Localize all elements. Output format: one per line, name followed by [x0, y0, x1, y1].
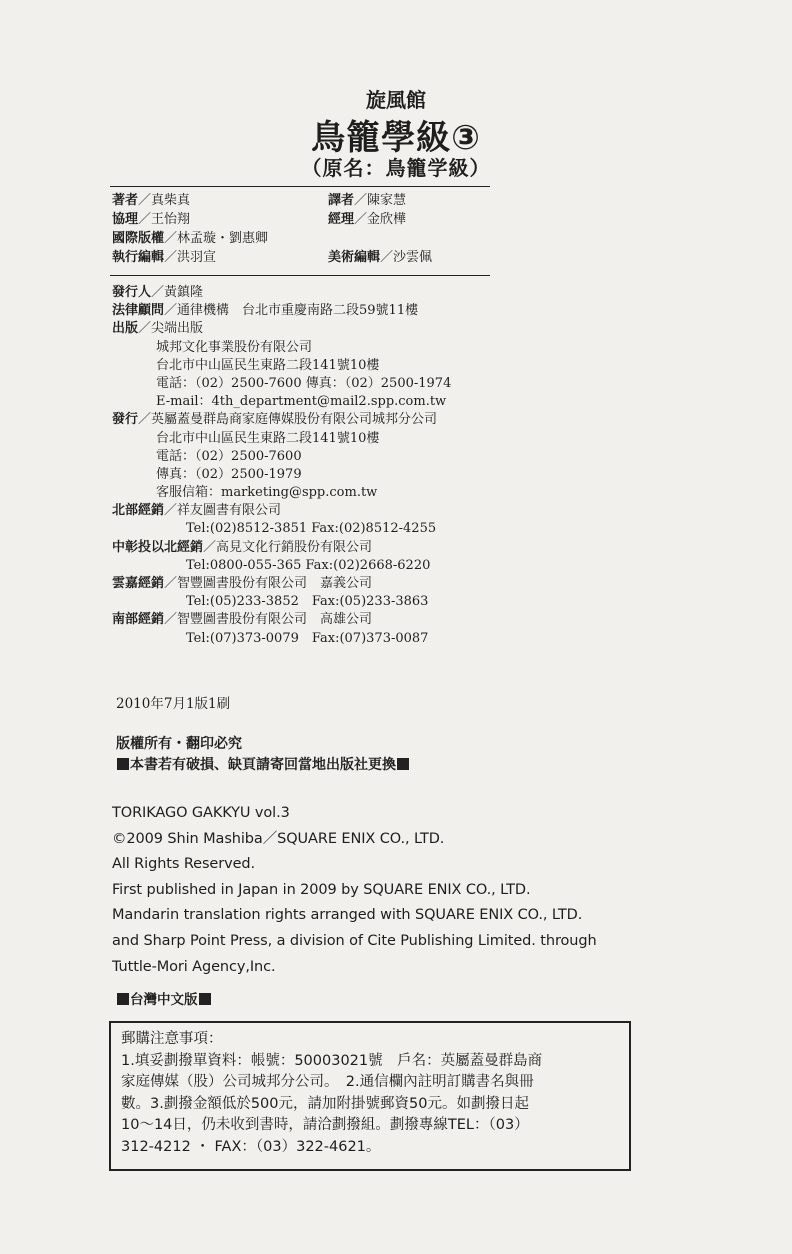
credit-role: 執行編輯	[112, 250, 165, 265]
english-copyright	[112, 801, 597, 980]
publishing-value: 電話：（02）2500-7600	[156, 448, 302, 464]
publishing-line	[112, 611, 632, 629]
publisher-label: 旋風館	[366, 88, 426, 112]
volume-mark: ③	[451, 118, 481, 158]
divider-top	[110, 186, 490, 187]
credit-row	[112, 229, 512, 248]
publishing-line	[112, 557, 632, 575]
english-line: Mandarin translation rights arranged with SQUARE ENIX CO., LTD.	[112, 907, 583, 924]
original-title: （原名：鳥籠学級）	[301, 156, 491, 180]
credit-role: 美術編輯	[328, 250, 381, 265]
publishing-line	[112, 539, 632, 557]
english-line: and Sharp Point Press, a division of Cite Publishing Limited. through	[112, 932, 597, 949]
publishing-value: Tel:0800-055-365 Fax:(02)2668-6220	[186, 557, 431, 573]
publishing-value: ／祥友圖書有限公司	[164, 503, 282, 519]
credit-row	[112, 191, 512, 210]
credit-cell	[328, 191, 406, 210]
mail-order-notice-box	[109, 1021, 631, 1171]
publishing-line	[112, 448, 632, 466]
publishing-value: 客服信箱：marketing@spp.com.tw	[156, 485, 378, 501]
publishing-value: ／英屬蓋曼群島商家庭傳媒股份有限公司城邦分公司	[138, 412, 438, 428]
publishing-value: ／高見文化行銷股份有限公司	[203, 539, 373, 555]
english-line: TORIKAGO GAKKYU vol.3	[112, 805, 290, 821]
english-line: ©2009 Shin Mashiba／SQUARE ENIX CO., LTD.	[112, 830, 445, 847]
notice-title: 郵購注意事項：	[121, 1031, 223, 1047]
publishing-role: 法律顧問	[112, 303, 165, 319]
square-mark	[117, 758, 129, 770]
publishing-value: Tel:(05)233-3852 Fax:(05)233-3863	[186, 594, 429, 610]
rights-line-2	[116, 755, 410, 776]
publishing-role: 中彰投以北經銷	[112, 539, 204, 555]
publishing-value: Tel:(07)373-0079 Fax:(07)373-0087	[186, 630, 429, 646]
credit-role: 著者	[112, 193, 139, 208]
english-line: All Rights Reserved.	[112, 856, 256, 873]
publishing-value: ／智豐圖書股份有限公司 嘉義公司	[164, 576, 373, 591]
publishing-line	[112, 430, 632, 448]
credit-name: ／林孟璇・劉惠卿	[164, 231, 269, 246]
publishing-line	[112, 466, 632, 484]
credit-cell	[112, 210, 328, 229]
credit-row	[112, 248, 512, 267]
credit-row	[112, 210, 512, 229]
publishing-line	[112, 575, 632, 593]
credit-cell	[112, 191, 328, 210]
publishing-line	[112, 375, 632, 393]
credit-cell	[328, 248, 432, 267]
publishing-line	[112, 484, 632, 502]
credit-name: ／陳家慧	[354, 193, 407, 208]
square-mark	[199, 993, 211, 1005]
publishing-value: 傳真：（02）2500-1979	[156, 466, 302, 482]
notice-line: 312-4212 ・ FAX：（03）322-4621。	[121, 1138, 381, 1155]
publishing-value: 電話：（02）2500-7600 傳真：（02）2500-1974	[156, 375, 452, 391]
publishing-line	[112, 339, 632, 357]
rights-line-1: 版權所有・翻印必究	[116, 736, 242, 752]
divider-middle	[110, 275, 490, 276]
publishing-line	[112, 320, 632, 338]
notice-line: 數。3.劃撥金額低於500元，請加附掛號郵資50元。如劃撥日起	[121, 1095, 529, 1112]
credit-name: ／洪羽宣	[164, 250, 217, 265]
publishing-role: 發行	[112, 412, 139, 428]
publishing-value: Tel:(02)8512-3851 Fax:(02)8512-4255	[186, 521, 437, 537]
credit-name: ／真柴真	[138, 193, 191, 208]
publishing-value: 城邦文化事業股份有限公司	[156, 339, 313, 355]
english-line: Tuttle-Mori Agency,Inc.	[112, 958, 276, 975]
english-line: First published in Japan in 2009 by SQUARE ENIX CO., LTD.	[112, 881, 531, 898]
credit-name: ／王怡翔	[138, 212, 191, 227]
credit-role: 譯者	[328, 193, 355, 208]
publishing-line	[112, 411, 632, 429]
credit-cell	[112, 248, 328, 267]
print-date: 2010年7月1版1刷	[116, 696, 231, 712]
publishing-line	[112, 357, 632, 375]
credit-role: 國際版權	[112, 231, 165, 246]
publishing-line	[112, 630, 632, 648]
publishing-info	[112, 284, 632, 648]
publishing-value: ／黃鎮隆	[151, 285, 204, 300]
credit-cell	[328, 210, 406, 229]
publishing-value: E-mail：4th_department@mail2.spp.com.tw	[156, 394, 447, 410]
publishing-role: 出版	[112, 321, 139, 337]
edition-label	[116, 988, 212, 1008]
publishing-line	[112, 302, 632, 320]
square-mark	[117, 993, 129, 1005]
publishing-role: 發行人	[112, 285, 152, 300]
notice-line: 1.填妥劃撥單資料：帳號：50003021號 戶名：英屬蓋曼群島商	[121, 1052, 543, 1069]
edition-text: 台灣中文版	[130, 992, 198, 1008]
publishing-role: 雲嘉經銷	[112, 576, 165, 591]
publishing-line	[112, 393, 632, 411]
credit-role: 協理	[112, 212, 139, 227]
publishing-line	[112, 284, 632, 302]
publishing-line	[112, 502, 632, 520]
rights-line-2-text: 本書若有破損、缺頁請寄回當地出版社更換	[130, 757, 396, 773]
publishing-line	[112, 593, 632, 611]
notice-line: 10～14日，仍未收到書時，請洽劃撥組。劃撥專線TEL：（03）	[121, 1117, 529, 1134]
credit-name: ／沙雲佩	[380, 250, 433, 265]
publishing-value: ／通律機構 台北市重慶南路二段59號11樓	[164, 303, 419, 319]
notice-line: 家庭傳媒（股）公司城邦分公司。 2.通信欄內註明訂購書名與冊	[121, 1074, 534, 1091]
publishing-value: 台北市中山區民生東路二段141號10樓	[156, 357, 380, 373]
credit-role: 經理	[328, 212, 355, 227]
credits-block	[112, 191, 512, 267]
publishing-value: 台北市中山區民生東路二段141號10樓	[156, 430, 380, 446]
publishing-role: 南部經銷	[112, 612, 165, 628]
publishing-role: 北部經銷	[112, 503, 165, 519]
title-text: 鳥籠學級	[311, 118, 452, 158]
publishing-line	[112, 520, 632, 538]
credit-cell	[112, 229, 328, 248]
publishing-value: ／智豐圖書股份有限公司 高雄公司	[164, 612, 373, 628]
square-mark	[397, 758, 409, 770]
publishing-value: ／尖端出版	[138, 321, 204, 337]
rights-notice	[116, 734, 410, 776]
credit-name: ／金欣樺	[354, 212, 407, 227]
